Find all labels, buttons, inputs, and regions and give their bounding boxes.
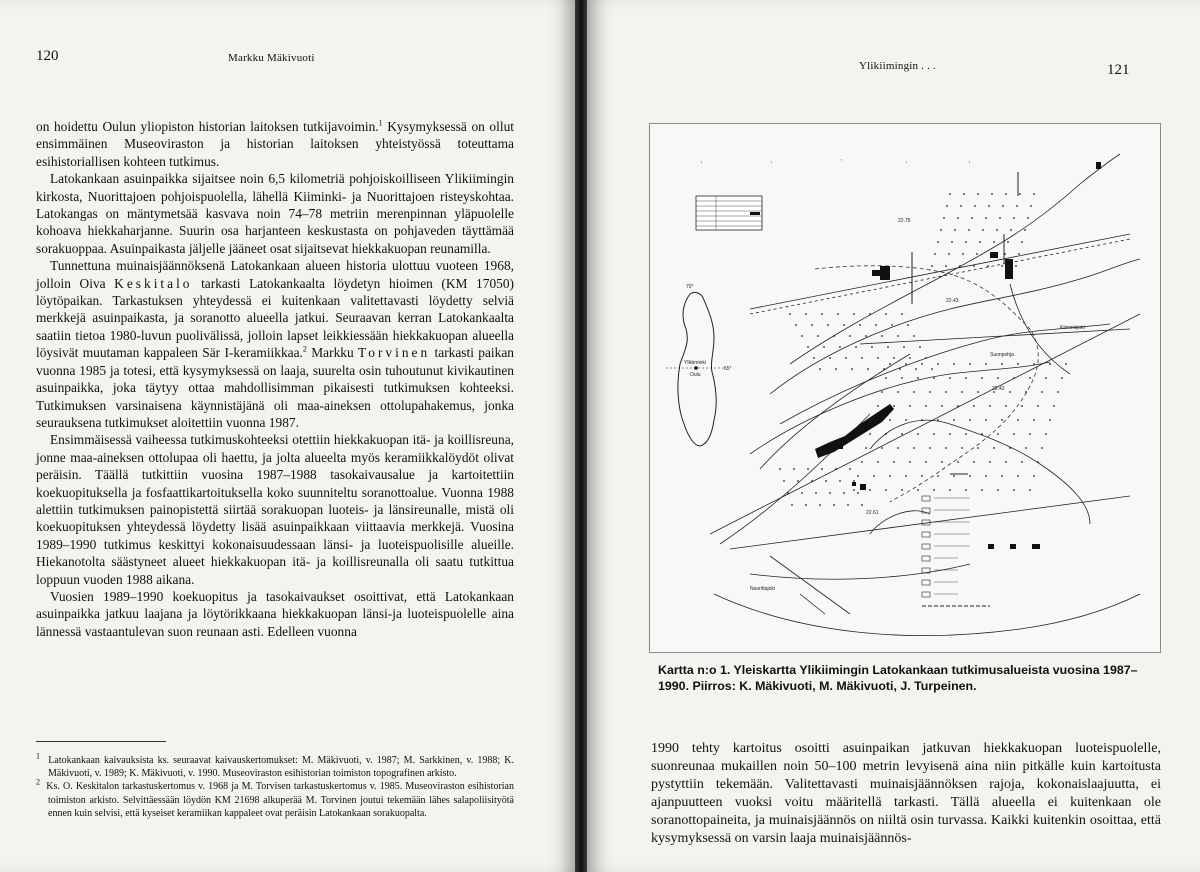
test-pit-dot [835,468,837,470]
test-pit-dot [940,229,942,231]
test-pit-dot [815,492,817,494]
test-pit-dot [1045,433,1047,435]
test-pit-dot [851,368,853,370]
test-pit-dot [996,229,998,231]
test-pit-dot [889,419,891,421]
svg-text:↑: ↑ [840,158,843,164]
test-pit-dot [907,324,909,326]
test-pit-dot [965,433,967,435]
footnote-1-mark: 1 [36,751,40,761]
test-pit-dot [909,405,911,407]
test-pit-dot [997,377,999,379]
test-pit-dot [1016,205,1018,207]
test-pit-dot [783,480,785,482]
map-contours [710,154,1140,636]
test-pit-dot [909,461,911,463]
footnote-1 [36,751,515,780]
test-pit-dot [833,335,835,337]
test-pit-dot [877,405,879,407]
test-pit-dot [1021,241,1023,243]
test-pit-dot [1049,363,1051,365]
test-pit-dot [1029,489,1031,491]
test-pit-dot [941,405,943,407]
test-pit-dot [801,335,803,337]
test-pit-dot [1005,405,1007,407]
test-pit-dot [1049,419,1051,421]
test-pit-dot [981,489,983,491]
test-pit-dot [977,193,979,195]
map-label-elev-4: 22.61 [866,510,879,516]
test-pit-dot [917,377,919,379]
test-pit-dot [875,324,877,326]
test-pit-dot [793,468,795,470]
test-pit-dot [905,475,907,477]
test-pit-dot [881,335,883,337]
paragraph-1-text-b: Kysymyksessä on ollut ensimmäinen Museoviraston ja historian laitoksen yhteistyössä toteuttama esihistoriallisen kohteen tutkimus. [36,119,514,169]
test-pit-dot [917,489,919,491]
test-pit-dot [1041,447,1043,449]
paragraph-3-text-a: Tunnettuna muinaisjäännöksenä Latokankaan alueen historia ulottuu vuoteen 1968, jolloin Oiva [36,258,514,291]
test-pit-dot [829,357,831,359]
test-pit-dot [889,475,891,477]
test-pit-dot [981,433,983,435]
test-pit-dot [1017,475,1019,477]
footnote-ref-1: 1 [378,118,383,128]
test-pit-dot [817,335,819,337]
test-pit-dot [789,313,791,315]
test-pit-dot [937,475,939,477]
test-pit-dot [1018,253,1020,255]
map-caption: Kartta n:o 1. Yleiskartta Ylikiimingin Latokankaan tutkimusalueista vuosina 1987–1990. Piirros: K. Mäkivuoti, M. Mäkivuoti, J. Turpeinen. [658,663,1138,693]
test-pit-dot [917,433,919,435]
test-pit-dot [899,368,901,370]
test-pit-dot [925,461,927,463]
test-pit-dot [883,368,885,370]
test-pit-dot [849,468,851,470]
test-pit-dot [897,447,899,449]
test-pit-dot [857,475,859,477]
paragraph-1-text-a: on hoidettu Oulun yliopiston historian laitoksen tutkijavoimin. [36,119,379,134]
test-pit-dot [893,461,895,463]
test-pit-dot [885,313,887,315]
test-pit-dot [839,480,841,482]
test-pit-dot [957,217,959,219]
test-pit-dot [943,217,945,219]
svg-text:↑: ↑ [905,160,908,166]
test-pit-dot [855,346,857,348]
test-pit-dot [925,357,927,359]
excavation-areas [815,162,1101,490]
test-pit-dot [891,324,893,326]
test-pit-dot [1041,391,1043,393]
test-pit-dot [997,489,999,491]
inset-top-degree: 70° [686,284,694,290]
page-number: 121 [1107,62,1130,78]
test-pit-dot [837,313,839,315]
paragraph-5: Vuosien 1989–1990 koekuopitus ja tasokaivaukset osoittivat, että Latokankaan asuinpaikka jatkuu laajana ja löytörikkaana hiekkakuopan länsi-ja luoteispuolelle aina lännessä vastaantulevan suon reunaan asti. Edelleen vuonna [36,588,514,639]
test-pit-dot [853,489,855,491]
test-pit-dot [1009,447,1011,449]
test-pit-dot [933,377,935,379]
test-pit-dot [795,324,797,326]
test-pit-dot [881,447,883,449]
test-pit-dot [949,193,951,195]
running-head: Markku Mäkivuoti [228,52,315,64]
test-pit-dot [819,504,821,506]
test-pit-dot [953,475,955,477]
test-pit-dot [1013,377,1015,379]
test-pit-dot [839,346,841,348]
test-pit-dot [897,391,899,393]
test-pit-dot [974,205,976,207]
test-pit-dot [811,480,813,482]
test-pit-dot [819,368,821,370]
test-pit-dot [937,419,939,421]
test-pit-dot [954,229,956,231]
test-pit-dot [985,363,987,365]
test-pit-dot [965,377,967,379]
test-pit-dot [845,357,847,359]
test-pit-dot [869,433,871,435]
test-pit-dot [953,419,955,421]
test-pit-dot [825,480,827,482]
paragraph-2: Latokankaan asuinpaikka sijaitsee noin 6,5 kilometriä pohjoiskoilliseen Ylikiimingin kirkosta, Nuorittajoen pohjoispuolella, lähellä Kiiminki- ja Nuorittajoen risteyskohtaa. Latokangas on mäntymetsää kasvava noin 74–78 metriin merenpinnan yläpuolelle kohoava hiekkaharjanne. Suurin osa harjanteen keskustasta on pohjaveden täyttämää sorakuoppaa. Asuinpaikasta jäljelle jääneet osat sijaitsevat hiekkakuopan reunamilla. [36,171,514,256]
test-pit-dot [897,335,899,337]
paragraph-3 [36,257,514,431]
test-pit-dot [957,405,959,407]
test-pit-dot [946,205,948,207]
test-pit-dot [901,313,903,315]
test-pit-dot [1021,405,1023,407]
paragraph-1 [36,118,514,170]
footnote-ref-2: 2 [302,344,307,354]
test-pit-dot [933,489,935,491]
map-symbol-legend [922,496,1040,606]
test-pit-dot [949,433,951,435]
test-pit-dot [805,313,807,315]
paragraph-3-text-d: tarkasti paikan vuonna 1985 ja totesi, että kysymyksessä on laaja, suurelta osin tuhoutunut kivikautinen asuinpaikka, joka täytyy ottaa mahdollisimman pikaisesti tutkimuksen kohteeksi. Tutkimuksen varsinaisena käynnistäjänä oli maa-aineksen ottolupahakemus, jonka seurauksena tutkimukset aloitettiin vuonna 1987. [36,345,514,430]
test-pit-dot [849,335,851,337]
test-pit-dot [1037,461,1039,463]
page-number: 120 [36,48,59,64]
test-pit-dot [993,447,995,449]
test-pit-dot [821,313,823,315]
test-pit-dot [945,391,947,393]
footnote-1-text: Latokankaan kaivauksista ks. seuraavat kaivauskertomukset: M. Mäkivuoti, v. 1987; M. Sarkkinen, v. 1988; K. Mäkivuoti, v. 1989; K. Mäkivuoti, v. 1990. Museoviraston esihistorian toimiston topografinen arkisto. [48,755,515,780]
test-pit-dot [985,419,987,421]
test-pit-dot [1019,193,1021,195]
test-pit-dot [948,253,950,255]
test-pit-dot [1025,447,1027,449]
test-pit-dot [915,368,917,370]
paragraph-4: Ensimmäisessä vaiheessa tutkimuskohteeksi otettiin hiekkakuopan itä- ja koillisreuna, jonne maa-aineksen ottolupaa oli haettu, ja jolta alueelta myös keramiikkalöydöt olivat peräisin. Täällä tutkittiin vuosina 1987–1988 tasokaivausalue ja kartoitettiin koekuopituksella ja fosfaattikartoituksella koko suunniteltu soranottoalue. Vuonna 1988 alettiin tutkimuksen painopistettä siirtää sorakuopan luoteis- ja länsireunalle, mistä oli koekuopituksen yhteydessä löydetty lisää asuinpaikkaan viittaavia merkkejä. Vuosina 1989–1990 tutkimus keskittyi kokonaisuudessaan länsi- ja luoteispuolisille alueille. Hiekanotolta säästyneet alueet hiekkakuopan itä- ja koillisreunalla oli saatu tutkittua loppuun vuoden 1988 aikana. [36,432,514,587]
test-pit-dot [861,504,863,506]
test-pit-dot [937,363,939,365]
test-pit-dot [843,492,845,494]
test-pit-dot [1037,405,1039,407]
test-pit-dot [829,492,831,494]
test-pit-dot [997,433,999,435]
test-pit-dot [901,433,903,435]
test-pit-dot [951,241,953,243]
test-pit-dot [979,241,981,243]
test-pit-dot [843,324,845,326]
gravel-pit-boundary [815,266,1038,502]
test-pit-dot [805,504,807,506]
test-pit-dot [1010,229,1012,231]
test-pit-dot [968,229,970,231]
footnote-2-text: Ks. O. Keskitalon tarkastuskertomus v. 1968 ja M. Torvisen tarkastuskertomus v. 1985. Museoviraston esihistorian toimiston arkisto. Selvittäessään löydön KM 21698 alkuperää M. Torvinen joutui tekemään lähes salapoliisityötä ennen kuin selvisi, että kyseiset keramiikan kappaleet ovat peräisin Latokankaan sorakuopalta. [46,781,515,819]
test-pit-dot [801,492,803,494]
test-pit-dot [1017,363,1019,365]
map-label-elev-3: 22.42 [992,386,1005,392]
test-pit-dot [807,346,809,348]
test-pit-dot [889,363,891,365]
test-pit-dot [885,489,887,491]
inset-label-oulu: Oulu [690,372,701,378]
test-pit-dot [853,313,855,315]
test-pit-dot [797,480,799,482]
test-pit-dot [1001,265,1003,267]
test-pit-dot [1033,363,1035,365]
test-pit-dot [960,205,962,207]
test-pit-dot [885,433,887,435]
test-pit-dot [993,241,995,243]
test-pit-dot [893,357,895,359]
test-pit-dot [1001,363,1003,365]
test-pit-dot [1033,419,1035,421]
test-pit-dot [987,265,989,267]
test-pit-dot [909,357,911,359]
test-pit-dot [934,253,936,255]
test-pit-dot [931,265,933,267]
map-label-elev-1: 22.75 [898,218,911,224]
test-pit-dot [885,377,887,379]
test-pit-dot [779,468,781,470]
test-pit-dot [985,475,987,477]
map-label-nuorittajoki: Nuorittajoki [750,586,776,592]
test-pit-dot [861,357,863,359]
test-pit-dot [1029,433,1031,435]
test-pit-dot [1001,475,1003,477]
test-pit-dot [869,489,871,491]
site-map-figure [649,123,1161,653]
test-pit-dot [813,357,815,359]
test-pit-dot [977,391,979,393]
test-pit-dot [887,346,889,348]
body-text-continued: 1990 tehty kartoitus osoitti asuinpaikan jatkuvan hiekkakuopan luoteispuolelle, suonreunaa mukaillen noin 50–100 metrin levyisenä aina niin pitkälle kuin kartoitusta pystyttiin tekemään. Valitettavasti muinaisjäännöksen rajoja, kokonaislaajuutta, ei ajanpuutteen vuoksi voitu määritellä tarkasti. Tällä alueella ei kuitenkaan ole soranottopaineita, ja muinaisjäännös on niiltä osin turvassa. Kaikki kuitenkin osoittaa, että kysymyksessä on varsin laaja muinaisjäännös- [651,741,1161,846]
test-pit-dot [985,217,987,219]
test-pit-dot [1061,377,1063,379]
test-pit-dot [835,368,837,370]
test-pit-dot [905,363,907,365]
test-pit-dot [931,368,933,370]
map-legend-table [696,196,762,230]
test-pit-dot [1033,475,1035,477]
test-pit-dot [877,357,879,359]
test-pit-dot [999,217,1001,219]
test-pit-dot [901,489,903,491]
test-pit-dot [959,265,961,267]
test-pit-dot [989,405,991,407]
test-pit-dot [949,489,951,491]
test-pit-dot [847,504,849,506]
test-pit-dot [1065,363,1067,365]
test-pit-dot [929,391,931,393]
test-pit-dot [982,229,984,231]
map-label-suonpohja: Suonpohja [990,352,1014,358]
test-pit-dot [957,461,959,463]
test-pit-dot [867,368,869,370]
test-pit-dot [953,363,955,365]
test-pit-dot [913,391,915,393]
svg-text:↑: ↑ [968,160,971,166]
site-map-drawing [650,124,1160,652]
test-pit-dot [962,253,964,255]
test-pit-dot [973,265,975,267]
test-pit-dot [877,461,879,463]
test-pit-dot [965,241,967,243]
test-pit-dot [1030,205,1032,207]
spaced-name-keskitalo: Keskitalo [114,275,193,291]
footnote-2-mark: 2 [36,778,40,788]
map-label-elev-2: 22.43 [946,298,959,304]
left-page [0,0,575,872]
test-pit-dot [869,313,871,315]
test-pit-dots [779,193,1067,506]
test-pit-dot [1009,391,1011,393]
test-pit-dot [827,324,829,326]
right-page [587,0,1200,872]
test-pit-dot [901,377,903,379]
test-pit-dot [1001,419,1003,421]
test-pit-dot [913,447,915,449]
test-pit-dot [821,468,823,470]
test-pit-dot [791,504,793,506]
inset-label-ylikiiminki: Ylikiiminki [684,360,706,366]
test-pit-dot [971,217,973,219]
test-pit-dot [945,447,947,449]
test-pit-dot [933,433,935,435]
inset-latitude: 65° [724,366,732,372]
paragraph-3-text-b: tarkasti Latokankaalta löydetyn hioimen (KM 17050) löytöpaikan. Tarkastuksen yhteydessä ei kuitenkaan valitettavasti löydetty selviä merkkejä asuinpaikasta, ja soranotto alueella jatkui. Seuraavan kerran Latokankaalta saatiin tietoa 1980-luvun puolivälissä, jolloin lapset leikkiessään hiekkakuopan alueella löysivät muutaman kappaleen Sär I-keramiikkaa. [36,275,514,361]
test-pit-dot [1025,391,1027,393]
test-pit-dot [976,253,978,255]
test-pit-dot [787,492,789,494]
test-pit-dot [969,419,971,421]
finland-inset-map [666,284,732,446]
test-pit-dot [973,461,975,463]
test-pit-dot [1013,489,1015,491]
test-pit-dot [921,475,923,477]
test-pit-dot [989,461,991,463]
test-pit-dot [857,492,859,494]
test-pit-dot [905,419,907,421]
test-pit-dot [859,324,861,326]
book-gutter [575,0,587,872]
test-pit-dot [973,405,975,407]
test-pit-dot [873,475,875,477]
test-pit-dot [988,205,990,207]
test-pit-dot [969,363,971,365]
test-pit-dot [961,391,963,393]
test-pit-dot [823,346,825,348]
test-pit-dot [833,504,835,506]
test-pit-dot [1017,419,1019,421]
spaced-name-torvinen: Torvinen [358,345,431,361]
test-pit-dot [1013,433,1015,435]
test-pit-dot [893,405,895,407]
test-pit-dot [1007,241,1009,243]
running-head: Ylikiimingin . . . [859,60,936,72]
test-pit-dot [871,346,873,348]
test-pit-dot [861,461,863,463]
test-pit-dot [865,335,867,337]
test-pit-dot [1024,229,1026,231]
test-pit-dot [1029,377,1031,379]
test-pit-dot [925,405,927,407]
svg-text:↑: ↑ [770,160,773,166]
test-pit-dot [1005,193,1007,195]
test-pit-dot [1002,205,1004,207]
test-pit-dot [981,377,983,379]
test-pit-dot [919,346,921,348]
test-pit-dot [1027,217,1029,219]
test-pit-dot [1013,217,1015,219]
test-pit-dot [991,193,993,195]
body-text [36,118,514,640]
test-pit-dot [1045,377,1047,379]
test-pit-dot [969,475,971,477]
test-pit-dot [853,480,855,482]
test-pit-dot [1053,405,1055,407]
map-label-kiiminkijoki: Kiiminkijoki [1060,325,1085,331]
paragraph-3-text-c: Markku [306,345,359,361]
test-pit-dot [965,489,967,491]
test-pit-dot [865,447,867,449]
map-top-ticks [700,158,971,166]
test-pit-dot [921,363,923,365]
test-pit-dot [945,265,947,267]
test-pit-dot [961,447,963,449]
svg-text:↑: ↑ [700,160,703,166]
footnote-2 [36,780,514,820]
test-pit-dot [881,391,883,393]
test-pit-dot [937,241,939,243]
test-pit-dot [1057,391,1059,393]
test-pit-dot [929,447,931,449]
footnote-rule [36,741,166,742]
test-pit-dot [963,193,965,195]
test-pit-dot [1021,461,1023,463]
test-pit-dot [903,346,905,348]
test-pit-dot [811,324,813,326]
test-pit-dot [807,468,809,470]
footnotes [36,751,515,820]
test-pit-dot [913,335,915,337]
test-pit-dot [921,419,923,421]
test-pit-dot [949,377,951,379]
test-pit-dot [1005,461,1007,463]
test-pit-dot [1033,193,1035,195]
test-pit-dot [1015,265,1017,267]
test-pit-dot [977,447,979,449]
map-labels [750,218,1085,592]
test-pit-dot [941,461,943,463]
